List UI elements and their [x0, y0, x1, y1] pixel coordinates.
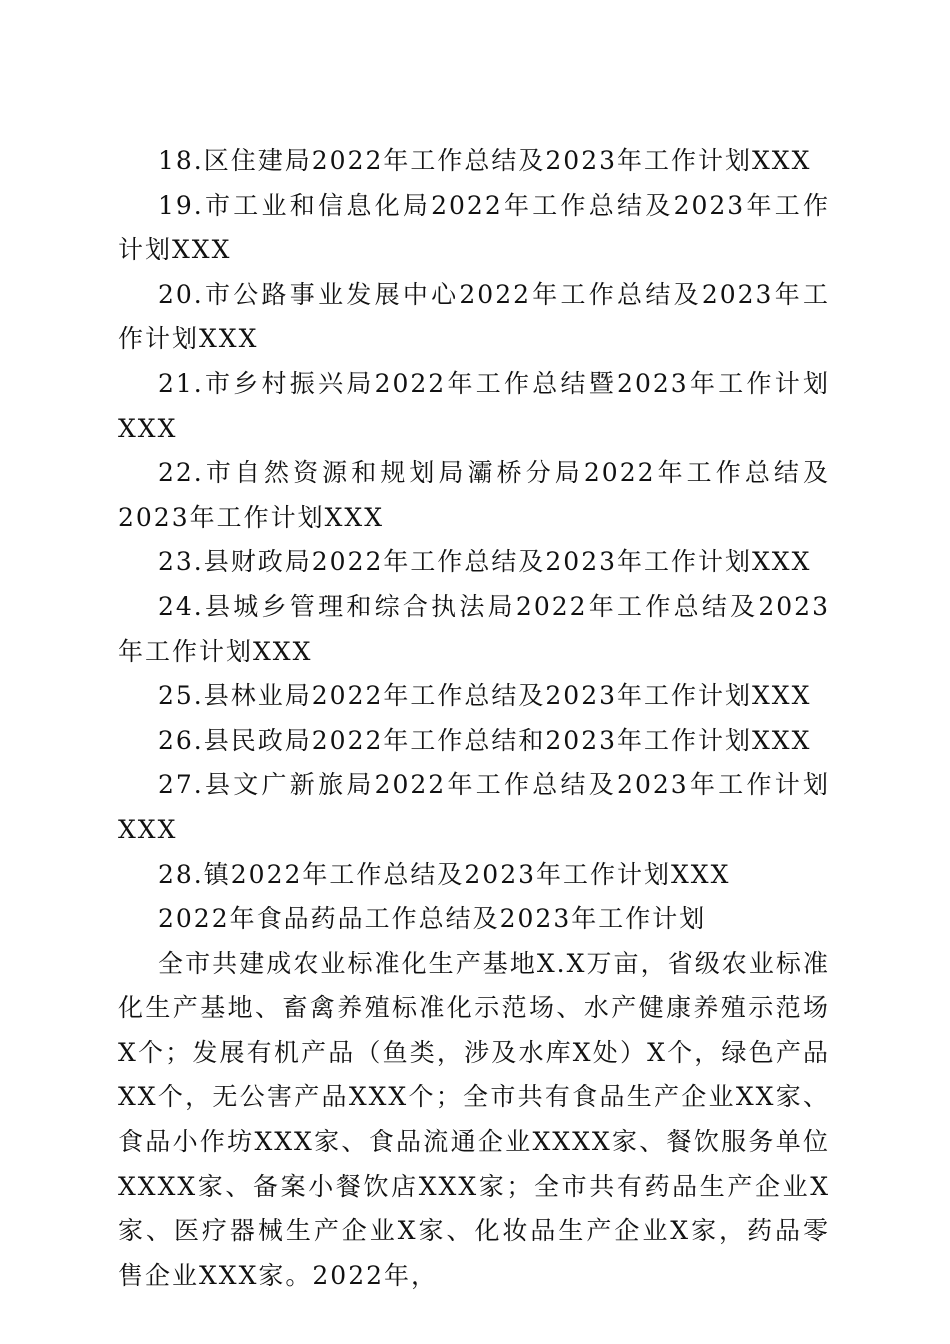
section-title: 2022年食品药品工作总结及2023年工作计划	[158, 904, 707, 934]
body-paragraph: 全市共建成农业标准化生产基地X.X万亩，省级农业标准化生产基地、畜禽养殖标准化示范场、水产健康养殖示范场X个；发展有机产品（鱼类，涉及水库X处）X个，绿色产品XX个，无公害产品XXX个；全市共有食品生产企业XX家、食品小作坊XXX家、食品流通企业XXXX家、餐饮服务单位XXXX家、备案小餐饮店XXX家；全市共有药品生产企业X家、医疗器械生产企业X家、化妆品生产企业X家，药品零售企业XXX家。2022年，	[118, 948, 830, 1290]
document-content	[118, 139, 830, 1298]
list-item-20: 20.市公路事业发展中心2022年工作总结及2023年工作计划XXX	[118, 279, 830, 354]
list-item-26: 26.县民政局2022年工作总结和2023年工作计划XXX	[158, 725, 812, 755]
list-item-25: 25.县林业局2022年工作总结及2023年工作计划XXX	[158, 681, 812, 711]
list-item-24: 24.县城乡管理和综合执法局2022年工作总结及2023年工作计划XXX	[118, 591, 830, 666]
list-item-27: 27.县文广新旅局2022年工作总结及2023年工作计划XXX	[118, 770, 830, 844]
list-item-22: 22.市自然资源和规划局灞桥分局2022年工作总结及2023年工作计划XXX	[118, 458, 830, 532]
list-item-18: 18.区住建局2022年工作总结及2023年工作计划XXX	[158, 146, 812, 175]
list-item-19: 19.市工业和信息化局2022年工作总结及2023年工作计划XXX	[118, 190, 830, 265]
list-item-23: 23.县财政局2022年工作总结及2023年工作计划XXX	[158, 547, 812, 577]
list-item-21: 21.市乡村振兴局2022年工作总结暨2023年工作计划XXX	[118, 368, 830, 443]
list-item-28: 28.镇2022年工作总结及2023年工作计划XXX	[158, 859, 731, 889]
